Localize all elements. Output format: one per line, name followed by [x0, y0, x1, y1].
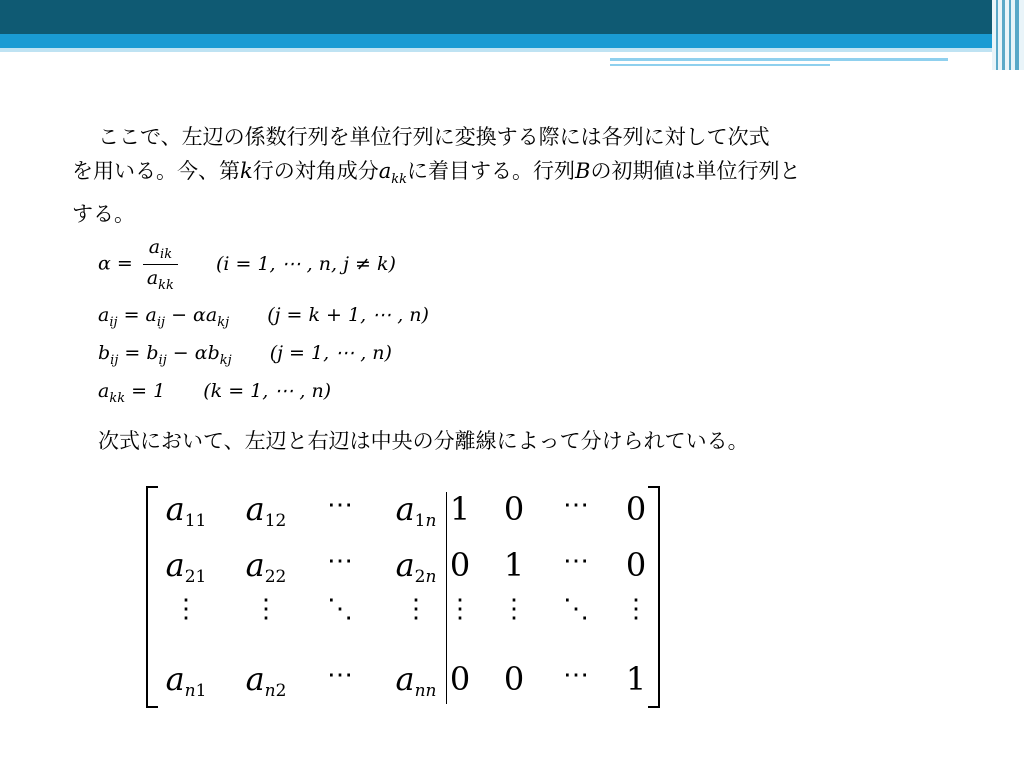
matrix-cell-right-4-1: 0 [449, 660, 471, 698]
header-accent-line-short [610, 64, 830, 66]
var-B: B [575, 159, 591, 183]
equation-b-update: $b_{ij} = b_{ij} - \alpha b_{kj}$ (j = 1, ⋯ , n) [98, 342, 392, 368]
matrix-cell-right-1-4: 0 [625, 490, 647, 528]
para-line2b: 行の対角成分 [252, 159, 379, 183]
para-line2d: の初期値は単位行列と [590, 159, 801, 183]
header-band-dark [0, 0, 1024, 34]
matrix-cell-left-4-1: $a_{n1}$ [165, 660, 207, 701]
matrix-cell-right-4-3: ⋯ [563, 660, 589, 690]
equation-condition: (j = k + 1, ⋯ , n) [267, 304, 429, 326]
header-right-stripes [992, 0, 1024, 70]
matrix-cell-right-3-4: ⋮ [623, 594, 649, 624]
matrix-cell-left-2-2: $a_{22}$ [245, 546, 287, 587]
matrix-cell-right-2-2: 1 [503, 546, 525, 584]
matrix-cell-left-2-4: $a_{2n}$ [395, 546, 437, 587]
matrix-cell-left-3-1: ⋮ [173, 594, 199, 624]
para-line2c: に着目する。行列 [407, 159, 576, 183]
matrix-cell-right-1-1: 1 [449, 490, 471, 528]
matrix-cell-left-2-1: $a_{21}$ [165, 546, 207, 587]
var-a: a [378, 159, 392, 183]
matrix-cell-left-4-2: $a_{n2}$ [245, 660, 287, 701]
matrix-cell-right-1-3: ⋯ [563, 490, 589, 520]
matrix-cell-right-4-4: 1 [625, 660, 647, 698]
para-line2a: を用いる。今、第 [72, 159, 240, 183]
matrix-cell-left-1-3: ⋯ [327, 490, 353, 520]
matrix-cell-left-1-2: $a_{12}$ [245, 490, 287, 531]
matrix-cell-left-3-3: ⋱ [327, 594, 353, 624]
matrix-cell-right-4-2: 0 [503, 660, 525, 698]
matrix-cell-left-1-4: $a_{1n}$ [395, 490, 437, 531]
matrix-cell-right-2-1: 0 [449, 546, 471, 584]
matrix-cell-left-3-4: ⋮ [403, 594, 429, 624]
equation-condition: (k = 1, ⋯ , n) [203, 380, 332, 402]
matrix-cell-right-3-3: ⋱ [563, 594, 589, 624]
augmented-matrix [146, 486, 660, 708]
header-accent-line [610, 58, 948, 61]
matrix-cell-right-1-2: 0 [503, 490, 525, 528]
equation-a-update: $a_{ij} = a_{ij} - \alpha a_{kj}$ (j = k + 1, ⋯ , n) [98, 304, 429, 330]
equation-condition: (j = 1, ⋯ , n) [269, 342, 392, 364]
intro-paragraph [72, 120, 972, 231]
matrix-cell-left-3-2: ⋮ [253, 594, 279, 624]
matrix-cell-left-4-4: $a_{nn}$ [395, 660, 437, 701]
equation-condition: (i = 1, ⋯ , n, j ≠ k) [215, 252, 396, 275]
para-line1: ここで、左辺の係数行列を単位行列に変換する際には各列に対して次式 [98, 125, 770, 149]
matrix-cell-right-2-4: 0 [625, 546, 647, 584]
matrix-cell-left-4-3: ⋯ [327, 660, 353, 690]
equation-alpha: α = $\frac{a_{ik}}{a_{kk}}$ (i = 1, ⋯ , n, j ≠ k) [98, 236, 396, 293]
matrix-cell-left-2-3: ⋯ [327, 546, 353, 576]
matrix-cell-right-3-1: ⋮ [447, 594, 473, 624]
para-line3: する。 [72, 202, 135, 226]
var-k: k [240, 159, 253, 183]
matrix-cell-right-3-2: ⋮ [501, 594, 527, 624]
header-band-blue [0, 34, 1024, 48]
note-text: 次式において、左辺と右辺は中央の分離線によって分けられている。 [98, 429, 749, 453]
equation-akk: $a_{kk} = 1$ (k = 1, ⋯ , n) [98, 380, 332, 406]
fraction: $\frac{a_{ik}}{a_{kk}}$ [143, 236, 178, 293]
header-band-light [0, 48, 1024, 52]
matrix-cell-left-1-1: $a_{11}$ [165, 490, 207, 531]
var-kk: kk [391, 172, 408, 187]
matrix-cell-right-2-3: ⋯ [563, 546, 589, 576]
